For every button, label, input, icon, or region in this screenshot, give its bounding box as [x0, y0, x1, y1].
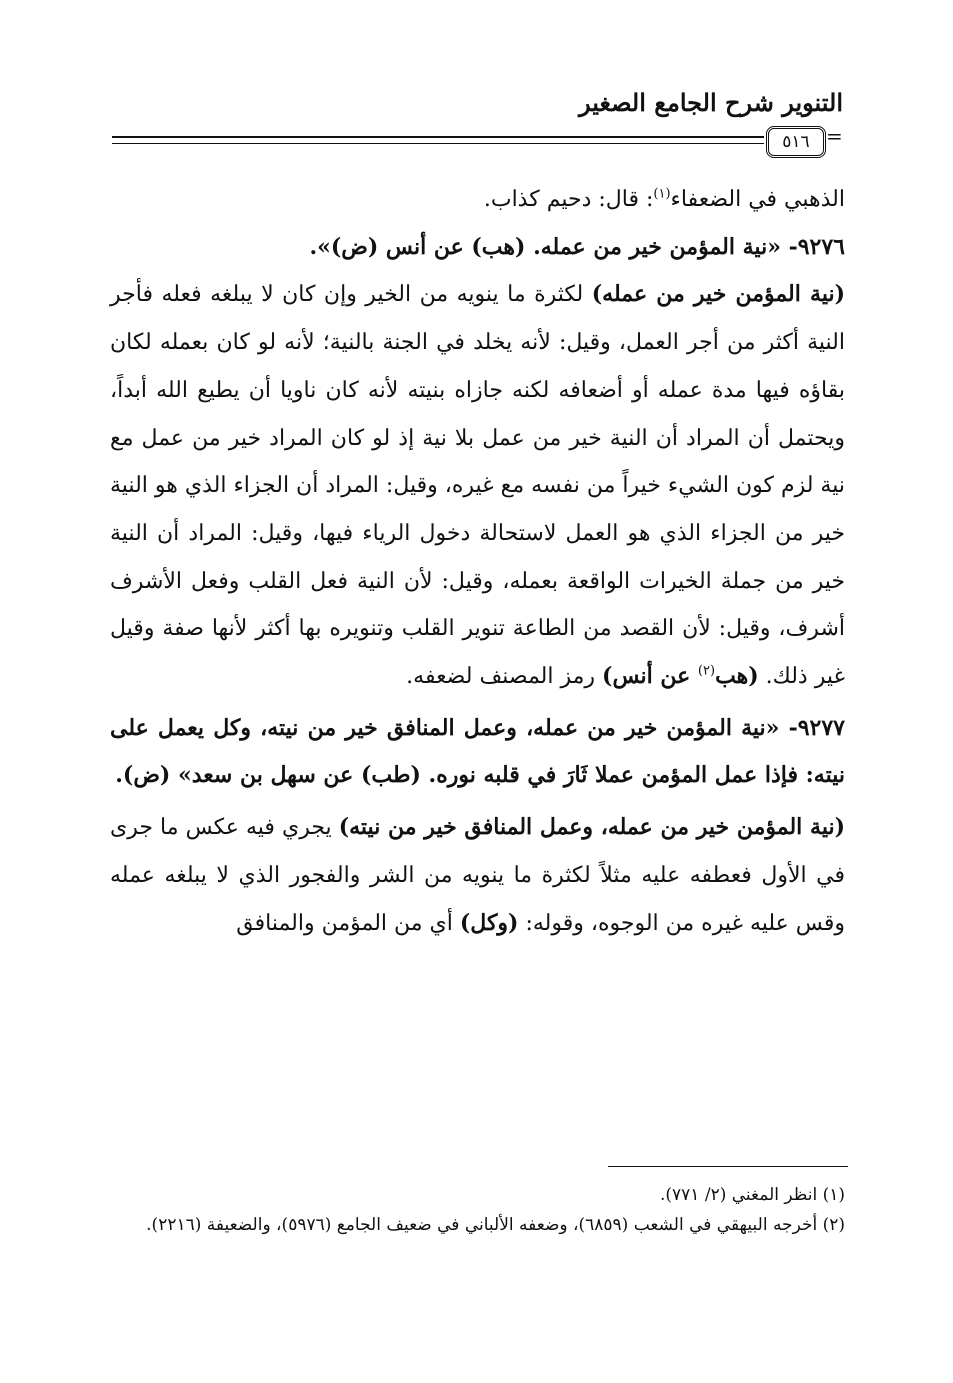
bold-text: ٩٢٧٦- «نية المؤمن خير من عمله. (هب) عن أنس (ض)».	[309, 233, 845, 260]
header-rule	[112, 136, 764, 138]
page-number: ٥١٦	[766, 126, 826, 158]
bold-text: ٩٢٧٧- «نية المؤمن خير من عمله، وعمل المنافق خير من نيته، وكل يعمل على نيته: فإذا عمل المؤمن عملا ثَارَ في قلبه نوره. (طب) عن سهل بن سعد» (ض).	[110, 714, 845, 789]
footnotes	[110, 1180, 845, 1240]
footnote-divider	[608, 1166, 848, 1167]
text-run: رمز المصنف لضعفه.	[406, 664, 603, 690]
paragraph	[110, 271, 845, 700]
text-run: لكثرة ما ينويه من الخير وإن كان لا يبلغه فعله فأجر النية أكثر من أجر العمل، وقيل: لأنه يخلد في الجنة بالنية؛ لأنه لو كان بعمله لكان بقاؤه فيها مدة عمله أو أضعافه لكنه جازاه بنيته لأنه كان ناويا أن يطيع الله أبداً، ويحتمل أن المراد أن النية خير من عمل بلا نية إذ لو كان المراد خير من عمل مع نية لزم كون الشيء خيراً من نفسه مع غيره، وقيل: المراد أن الجزاء الذي هو النية خير من الجزاء الذي هو العمل لاستحالة دخول الرياء فيها، وقيل: المراد أن النية خير من جملة الخيرات الواقعة بعمله، وقيل: لأن النية فعل القلب وفعل الأشرف أشرف، وقيل: لأن القصد من الطاعة تنوير القلب وتنويره بها أكثر لأنها صفة وقيل غير ذلك.	[110, 282, 846, 690]
footnote-ref: (١)	[653, 186, 671, 202]
main-text	[110, 176, 845, 947]
paragraph	[110, 176, 845, 224]
bold-text: (هب	[715, 663, 759, 690]
text-run: أي من المؤمن والمنافق	[236, 910, 460, 936]
bold-text: (نية المؤمن خير من عمله)	[591, 281, 845, 308]
paragraph	[110, 705, 845, 800]
header-ornament: =	[826, 124, 843, 148]
header-rule-thin	[112, 143, 764, 144]
text-run: يجري فيه عكس ما جرى في الأول فعطفه عليه مثلاً لكثرة ما ينويه من الشر والفجور الذي لا يبلغه عمله وقس عليه غيره من الوجوه، وقوله:	[110, 815, 845, 936]
paragraph	[110, 804, 845, 947]
text-run: : قال: دحيم كذاب.	[483, 187, 654, 212]
paragraph	[110, 224, 845, 272]
footnote-2: (٢) أخرجه البيهقي في الشعب (٦٨٥٩)، وضعفه الألباني في ضعيف الجامع (٥٩٧٦)، والضعيفة (٢٢١٦).	[146, 1215, 845, 1235]
footnote-ref: (٢)	[697, 663, 716, 679]
bold-text: عن أنس)	[602, 663, 698, 690]
book-title: التنوير شرح الجامع الصغير	[579, 88, 843, 117]
footnote-1: (١) انظر المغني (٢/ ٧٧١).	[659, 1185, 845, 1205]
bold-text: (وكل)	[459, 909, 519, 936]
text-run: الذهبي في الضعفاء	[670, 187, 845, 212]
bold-text: (نية المؤمن خير من عمله، وعمل المنافق خير من نيته)	[338, 814, 845, 841]
